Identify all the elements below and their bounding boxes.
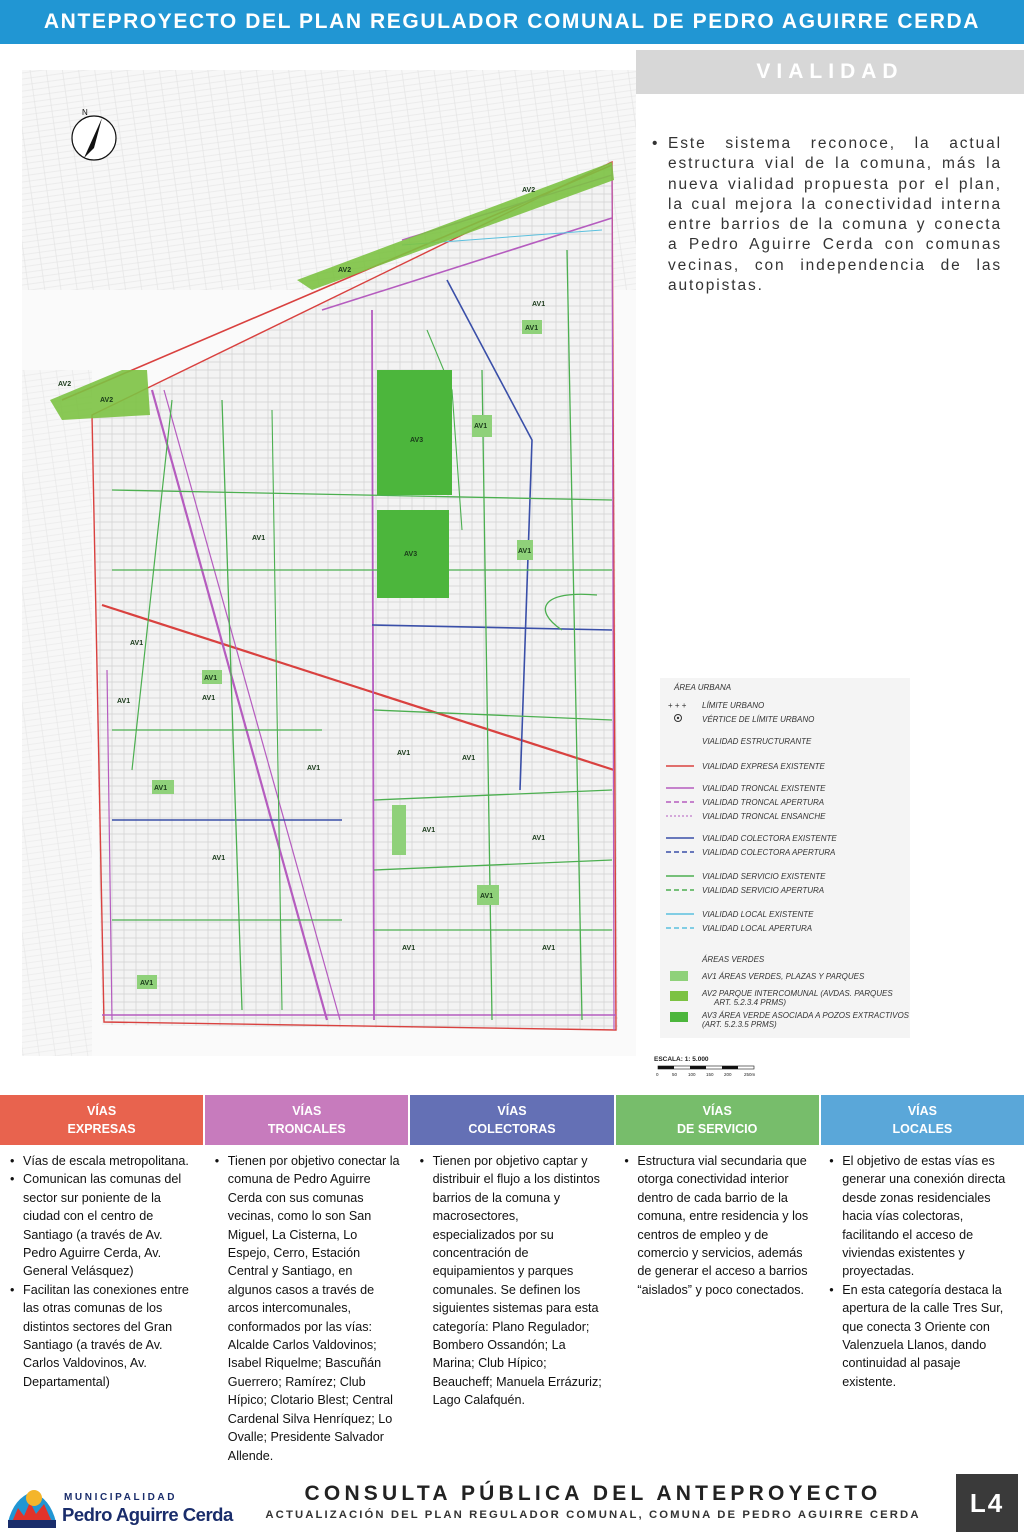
map-label-av1: AV1 — [532, 835, 546, 842]
category-line1: VÍAS — [907, 1104, 937, 1118]
av3-area-north — [377, 370, 452, 495]
north-label: N — [82, 108, 88, 117]
map-legend — [660, 678, 910, 1038]
legend-area-urbana: ÁREA URBANA — [674, 683, 732, 692]
legend-expresa-existente: VIALIDAD EXPRESA EXISTENTE — [702, 762, 825, 771]
category-line1: VÍAS — [87, 1104, 117, 1118]
map-label-av3: AV3 — [410, 437, 424, 444]
legend-servicio-existente: VIALIDAD SERVICIO EXISTENTE — [702, 872, 826, 881]
map-label-av1: AV1 — [252, 535, 266, 542]
scale-tick: 150 — [706, 1072, 714, 1077]
map-scale-bar — [650, 1052, 770, 1082]
category-line1: VÍAS — [497, 1104, 527, 1118]
scale-label: ESCALA: 1: 5.000 — [654, 1056, 709, 1063]
scale-tick: 250m — [744, 1072, 756, 1077]
footer-title: CONSULTA PÚBLICA DEL ANTEPROYECTO — [304, 1482, 882, 1505]
map-label-av1: AV1 — [532, 301, 546, 308]
map-label-av1: AV1 — [422, 827, 436, 834]
description-expresas — [0, 1152, 205, 1462]
map-label-av1: AV1 — [525, 325, 539, 332]
map-label-av1: AV1 — [130, 640, 144, 647]
map-label-av2: AV2 — [338, 267, 352, 274]
list-item: • Vías de escala metropolitana. — [10, 1152, 195, 1170]
category-colectoras — [410, 1095, 615, 1145]
category-troncales — [205, 1095, 410, 1145]
map-label-av1: AV1 — [474, 423, 488, 430]
legend-av1: AV1 ÁREAS VERDES, PLAZAS Y PARQUES — [702, 972, 865, 981]
footer-subtitle: ACTUALIZACIÓN DEL PLAN REGULADOR COMUNAL, COMUNA DE PEDRO AGUIRRE CERDA — [265, 1509, 921, 1521]
map-label-av1: AV1 — [140, 980, 154, 987]
map-label-av1: AV1 — [202, 695, 216, 702]
legend-colectora-existente: VIALIDAD COLECTORA EXISTENTE — [702, 834, 837, 843]
road-network-map — [22, 70, 636, 1056]
section-title: VIALIDAD — [756, 60, 904, 83]
scale-tick: 200 — [724, 1072, 732, 1077]
list-item: • Facilitan las conexiones entre las otras comunas de los distintos sectores del Gran Santiago (a través de Av. Carlos Valdovinos, Av. Departamental) — [10, 1281, 195, 1391]
category-line1: VÍAS — [702, 1104, 732, 1118]
map-label-av1: AV1 — [462, 755, 476, 762]
limit-urban-symbol: + + + — [668, 701, 687, 710]
map-label-av1: AV1 — [542, 945, 556, 952]
map-label-av3: AV3 — [404, 551, 418, 558]
map-label-av1: AV1 — [480, 893, 494, 900]
description-servicio — [614, 1152, 819, 1462]
municipality-logo — [4, 1478, 244, 1532]
intro-text: Este sistema reconoce, la actual estructura vial de la comuna, más la nueva vialidad propuesta por el plan, la cual mejora la conectividad interna entre barrios de la comuna y conecta a Pedro Aguirre Cerda con comunas vecinas, con independencia de las autopistas. — [668, 135, 1002, 295]
map-label-av1: AV1 — [212, 855, 226, 862]
legend-limite: LÍMITE URBANO — [702, 701, 765, 710]
page-title: ANTEPROYECTO DEL PLAN REGULADOR COMUNAL DE PEDRO AGUIRRE CERDA — [43, 10, 981, 33]
sheet-code: L4 — [956, 1474, 1018, 1532]
scale-tick: 50 — [672, 1072, 678, 1077]
list-item: • Estructura vial secundaria que otorga conectividad interior dentro de cada barrio de la comuna, entre residencia y los centros de empleo y de comercio y servicios, además de generar el acceso a barrios “aislados” y poco conectados. — [624, 1152, 809, 1299]
category-locales — [821, 1095, 1024, 1145]
category-descriptions — [0, 1152, 1024, 1462]
description-locales — [819, 1152, 1024, 1462]
legend-av3: AV3 ÁREA VERDE ASOCIADA A POZOS EXTRACTIVOS — [702, 1011, 910, 1020]
western-context-blocks — [22, 370, 92, 1056]
map-label-av1: AV1 — [397, 750, 411, 757]
description-colectoras — [410, 1152, 615, 1462]
municipality-emblem-icon — [4, 1478, 60, 1532]
legend-local-existente: VIALIDAD LOCAL EXISTENTE — [702, 910, 814, 919]
legend-vertice: VÉRTICE DE LÍMITE URBANO — [702, 715, 815, 724]
category-line2: COLECTORAS — [468, 1122, 556, 1136]
intro-paragraph — [652, 134, 1002, 296]
scale-tick: 100 — [688, 1072, 696, 1077]
page-header — [0, 0, 1024, 44]
category-line2: DE SERVICIO — [677, 1122, 758, 1136]
map-label-av1: AV1 — [154, 785, 168, 792]
scale-tick: 0 — [656, 1072, 659, 1077]
section-title-box — [636, 50, 1024, 94]
list-item: • Tienen por objetivo conectar la comuna de Pedro Aguirre Cerda con sus comunas vecinas, como lo son San Miguel, La Cisterna, Lo Espejo, Cerro, Estación Central y Santiago, en algunos casos a través de arcos intercomunales, conformados por las vías: Alcalde Carlos Valdovinos; Isabel Riquelme; Bascuñán Guerrero; Ramírez; Club Hípico; Clotario Blest; Central Cardenal Silva Henríquez; Lo Ovalle; Presidente Salvador Allende. — [215, 1152, 400, 1465]
legend-av3-art: (ART. 5.2.3.5 PRMS) — [702, 1020, 777, 1029]
map-label-av1: AV1 — [307, 765, 321, 772]
list-item: • Tienen por objetivo captar y distribuir el flujo a los distintos barrios de la comuna y macrosectores, especializados por su concentración de equipamientos y parques comunales. Se definen los siguientes sistemas para esta categoría: Plano Regulador; Bombero Ossandón; La Marina; Club Hípico; Beaucheff; Manuela Errázuriz; Lago Calafquén. — [420, 1152, 605, 1410]
map-label-av1: AV1 — [117, 698, 131, 705]
category-servicio — [616, 1095, 821, 1145]
logo-comuna-name: Pedro Aguirre Cerda — [62, 1504, 233, 1525]
legend-troncal-ensanche: VIALIDAD TRONCAL ENSANCHE — [702, 812, 826, 821]
description-troncales — [205, 1152, 410, 1462]
map-label-av1: AV1 — [518, 548, 532, 555]
legend-av2: AV2 PARQUE INTERCOMUNAL (AVDAS. PARQUES — [702, 989, 893, 998]
av1-patch-8 — [392, 805, 406, 855]
map-label-av1: AV1 — [402, 945, 416, 952]
list-item: • El objetivo de estas vías es generar una conexión directa desde zonas residenciales hacia vías colectoras, facilitando el acceso de viviendas existentes y proyectadas. — [829, 1152, 1014, 1281]
category-line2: EXPRESAS — [67, 1122, 136, 1136]
page-footer — [0, 1468, 1024, 1536]
map-label-av1: AV1 — [204, 675, 218, 682]
category-line2: LOCALES — [892, 1122, 953, 1136]
legend-troncal-existente: VIALIDAD TRONCAL EXISTENTE — [702, 784, 826, 793]
category-line2: TRONCALES — [267, 1122, 346, 1136]
legend-areas-verdes: ÁREAS VERDES — [702, 955, 765, 964]
legend-colectora-apertura: VIALIDAD COLECTORA APERTURA — [702, 848, 836, 857]
map-label-av2: AV2 — [58, 381, 72, 388]
legend-servicio-apertura: VIALIDAD SERVICIO APERTURA — [702, 886, 825, 895]
legend-troncal-apertura: VIALIDAD TRONCAL APERTURA — [702, 798, 825, 807]
map-label-av2: AV2 — [522, 187, 536, 194]
legend-local-apertura: VIALIDAD LOCAL APERTURA — [702, 924, 813, 933]
bullet-icon: • — [652, 135, 660, 152]
category-line1: VÍAS — [292, 1104, 322, 1118]
logo-municipalidad: MUNICIPALIDAD — [64, 1492, 178, 1503]
legend-av2-art: ART. 5.2.3.4 PRMS) — [714, 998, 787, 1007]
category-expresas — [0, 1095, 205, 1145]
list-item: • Comunican las comunas del sector sur poniente de la ciudad con el centro de Santiago (a través de Av. Pedro Aguirre Cerda, Av. General Velásquez) — [10, 1170, 195, 1280]
map-label-av2: AV2 — [100, 397, 114, 404]
legend-vialidad: VIALIDAD ESTRUCTURANTE — [702, 737, 812, 746]
list-item: • En esta categoría destaca la apertura de la calle Tres Sur, que conecta 3 Oriente con Valenzuela Llanos, dando continuidad al pasaje existente. — [829, 1281, 1014, 1391]
road-category-headers — [0, 1095, 1024, 1145]
